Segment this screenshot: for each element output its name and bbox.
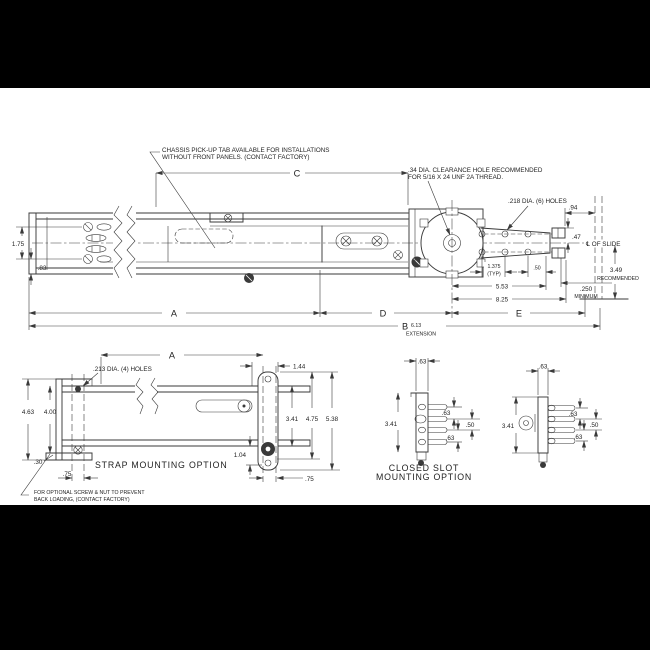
dim-a-label: A (170, 308, 178, 319)
dim-175-label: 1.75 (11, 241, 25, 248)
mounting-hole (75, 386, 81, 392)
open-dim-341-label: 3.41 (501, 423, 515, 430)
centerline-label: ℄ OF SLIDE (586, 241, 621, 248)
dim-50-label: .50 (533, 265, 541, 272)
strap-view-title: STRAP MOUNTING OPTION (95, 460, 228, 470)
open-dim-63-top-label: .63 (538, 363, 548, 371)
closed-slot-title-line2: MOUNTING OPTION (375, 472, 473, 482)
dim-250-label: .250 (579, 286, 593, 293)
dim-30-label: .30 (33, 459, 43, 466)
letterbox-bottom (0, 505, 650, 650)
dim-d-label: D (379, 308, 387, 319)
open-dim-63-upper-label: .63 (568, 411, 578, 418)
dim-341-label: 3.41 (285, 416, 299, 423)
dim-825-label: 8.25 (495, 296, 509, 304)
clearance-note-line2: FOR 5/16 X 24 UNF 2A THREAD. (408, 174, 504, 181)
dim-b-sub: EXTENSION (406, 331, 436, 338)
dim-400-label: 4.00 (43, 409, 57, 416)
holes-note: .218 DIA. (6) HOLES (508, 198, 567, 205)
centerline-callout (584, 240, 636, 249)
dim-349-label: 3.49 (609, 267, 623, 274)
letterbox-top (0, 0, 650, 88)
dim-1375-sub: (TYP) (487, 271, 501, 278)
closed-dim-63-top-label: .63 (417, 358, 427, 366)
dim-349-sub: RECOMMENDED (597, 276, 639, 282)
strap-dim-a-label: A (168, 350, 176, 361)
clearance-note-line1: .34 DIA. CLEARANCE HOLE RECOMMENDED (408, 167, 543, 174)
dim-250-sub: MINIMUM (574, 294, 598, 300)
open-dim-63-lower-label: .63 (573, 434, 583, 441)
closed-dim-63-lower-label: .63 (445, 435, 455, 442)
dim-83-label: .83 (37, 265, 47, 272)
dim-475-label: 4.75 (305, 416, 319, 423)
break-lines (113, 205, 136, 279)
dim-b-value: 6.13 (411, 323, 422, 329)
dim-144-label: 1.44 (293, 363, 306, 371)
dim-e-label: E (515, 308, 523, 319)
open-dim-50-label: .50 (589, 422, 599, 429)
dim-1375-label: 1.375 (487, 264, 501, 270)
dim-94-label: .94 (568, 204, 578, 212)
strap-holes-note: .213 DIA. (4) HOLES (93, 366, 152, 373)
dim-538-label: 5.38 (325, 416, 339, 423)
closed-dim-50-label: .50 (465, 422, 475, 429)
dim-553-label: 5.53 (495, 283, 509, 291)
dim-75-right-label: .75 (305, 476, 314, 483)
dim-47-label: .47 (572, 234, 581, 241)
closed-slot-title-line1: CLOSED SLOT (388, 463, 460, 473)
chassis-note-line1: CHASSIS PICK-UP TAB AVAILABLE FOR INSTALLATIONS (162, 147, 330, 154)
closed-dim-63-upper-label: .63 (441, 410, 451, 417)
dim-c-label: C (293, 168, 301, 179)
closed-dim-341-label: 3.41 (384, 421, 398, 428)
dim-104-label: 1.04 (233, 452, 246, 459)
chassis-note-line2: WITHOUT FRONT PANELS. (CONTACT FACTORY) (162, 154, 310, 161)
dim-463-label: 4.63 (21, 409, 35, 416)
footnote-line2: BACK LOADING, (CONTACT FACTORY) (34, 497, 130, 503)
dim-b-label: B (402, 321, 409, 332)
footnote-line1: FOR OPTIONAL SCREW & NUT TO PREVENT (34, 490, 145, 496)
dim-75-left-label: .75 (62, 471, 72, 478)
